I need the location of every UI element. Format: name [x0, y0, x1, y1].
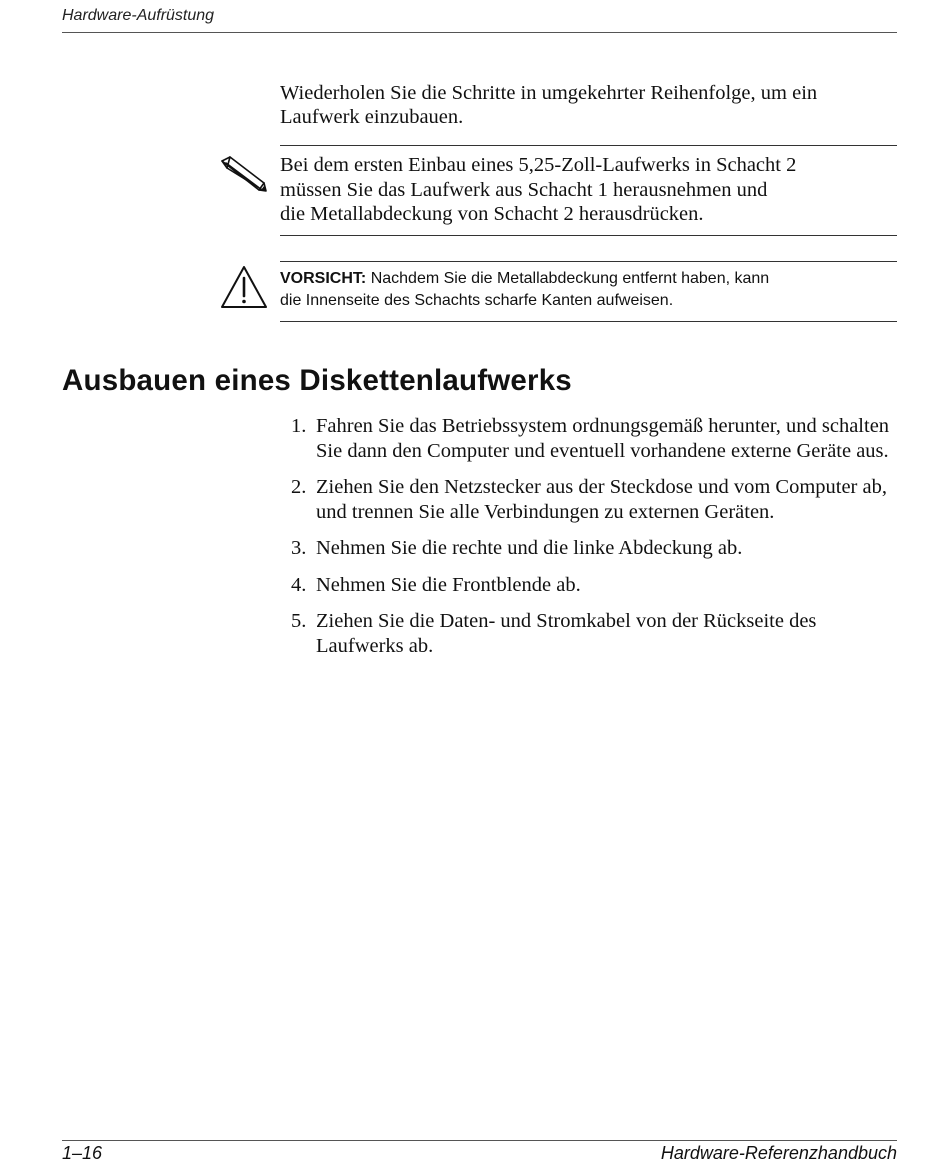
- step-item: [291, 414, 901, 463]
- intro-paragraph: Wiederholen Sie die Schritte in umgekehrter Reihenfolge, um ein Laufwerk einzubauen.: [280, 82, 818, 128]
- step-item: [291, 573, 901, 598]
- note-line: müssen Sie das Laufwerk aus Schacht 1 herausnehmen und: [280, 178, 768, 201]
- step-number: 4.: [291, 573, 307, 596]
- step-text: Ziehen Sie die Daten- und Stromkabel von der Rückseite des Laufwerks ab.: [316, 610, 817, 657]
- step-text: Fahren Sie das Betriebssystem ordnungsgemäß herunter, und schalten Sie dann den Computer und eventuell vorhandene externe Geräte aus.: [316, 415, 890, 462]
- note-line: die Metallabdeckung von Schacht 2 herausdrücken.: [280, 203, 704, 225]
- footer-rule: [62, 1140, 897, 1141]
- running-header: Hardware-Aufrüstung: [62, 7, 215, 24]
- pencil-note-icon: [218, 154, 268, 194]
- step-text: Nehmen Sie die rechte und die linke Abdeckung ab.: [316, 537, 743, 559]
- step-number: 5.: [291, 610, 307, 632]
- caution-line-2: die Innenseite des Schachts scharfe Kanten aufweisen.: [280, 292, 674, 309]
- warning-triangle-icon: [219, 264, 269, 310]
- section-heading: Ausbauen eines Diskettenlaufwerks: [62, 364, 572, 397]
- step-text: Ziehen Sie den Netzstecker aus der Steckdose und vom Computer ab, und trennen Sie alle Verbindungen zu externen Geräten.: [316, 476, 887, 523]
- step-number: 1.: [291, 415, 307, 437]
- page-number: 1–16: [62, 1143, 103, 1163]
- caution-line-1: Nachdem Sie die Metallabdeckung entfernt haben, kann: [370, 270, 770, 287]
- step-item: [291, 609, 901, 658]
- step-number: 3.: [291, 537, 307, 559]
- note-top-rule: [280, 145, 897, 146]
- step-number: 2.: [291, 476, 307, 498]
- step-item: [291, 475, 901, 524]
- caution-label: VORSICHT:: [280, 270, 367, 287]
- note-line: Bei dem ersten Einbau eines 5,25-Zoll-Laufwerks in Schacht 2: [280, 154, 797, 176]
- header-rule: [62, 32, 897, 33]
- caution-text: [280, 268, 880, 312]
- step-list: [291, 414, 901, 670]
- caution-top-rule: [280, 261, 897, 262]
- step-item: [291, 536, 901, 561]
- note-bottom-rule: [280, 235, 897, 236]
- caution-bottom-rule: [280, 321, 897, 322]
- step-text: Nehmen Sie die Frontblende ab.: [316, 573, 581, 596]
- note-text: [280, 153, 880, 227]
- book-title: Hardware-Referenzhandbuch: [660, 1143, 897, 1163]
